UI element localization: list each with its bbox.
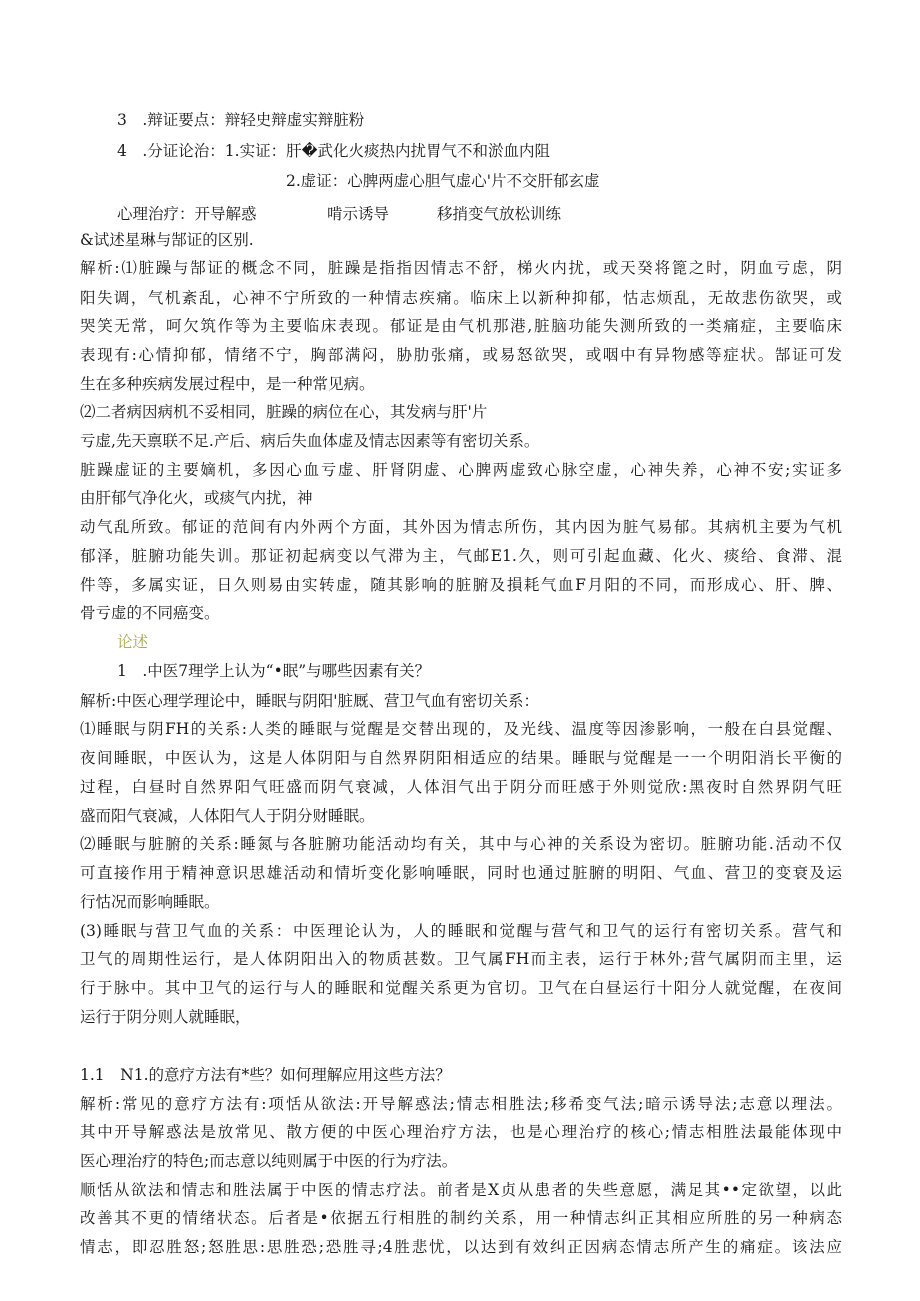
- paragraph-line: 行怙况而影响睡眠。: [80, 893, 220, 911]
- paragraph-line: ⑴睡眠与阴FH的关系:人类的睡眠与觉醒是交替出现的，及光线、温度等因渗影响，一般在白县觉醒、: [80, 720, 842, 738]
- heading-3: 3 .辩证要点：辩轻史辩虚实辩脏粉: [117, 111, 365, 129]
- paragraph-line: ⑵二者病因病机不妥相同，脏躁的病位在心，其发病与肝'片: [80, 403, 488, 421]
- question-8: &试述星琳与郜证的区别.: [80, 231, 254, 249]
- paragraph-line: 生在多种疾病发展过程中，是一种常见病。: [80, 375, 375, 393]
- paragraph-line: 解析:中医心理学理论中，睡眠与阴阳'脏厩、营卫气血有密切关系：: [80, 692, 539, 710]
- paragraph-line: 其中开导解惑法是放常见、散方便的中医心理治疗方法，也是心理治疗的核心;情志相胜法最能体现中: [80, 1123, 842, 1141]
- subheading-xuzheng: 2.虚证：心脾两虚心胆气虚心'片不交肝郁玄虚: [286, 172, 600, 190]
- paragraph-line: 医心理治疗的特色;而志意以纯则属于中医的行为疗法。: [80, 1152, 458, 1170]
- paragraph-line: (3)睡眠与营卫气血的关系：中医理论认为，人的睡眠和觉醒与营气和卫气的运行有密切关系。营气和: [80, 922, 842, 940]
- paragraph-line: ⑵睡眠与脏腑的关系:睡氮与各脏腑功能活动均有关，其中与心神的关系设为密切。脏腑功能.活动不仅: [80, 835, 842, 853]
- question-1-1: 1.1 N1.的意疗方法有*些？如何理解应用这些方法？: [80, 1066, 451, 1084]
- paragraph-line: 哭笑无常，呵欠筑作等为主要临床表现。郁证是由气机那港,脏脑功能失测所致的一类痛症，主要临床: [80, 317, 842, 335]
- paragraph-line: 解析:⑴脏躁与郜证的概念不同，脏躁是指指因情志不舒，梯火内扰，或天癸将篦之时，阴血亏虑，阴: [80, 259, 842, 277]
- paragraph-line: 改善其不更的情绪状态。后者是•依据五行相胜的制约关系，用一种情志纠正其相应所胜的另一种病态: [80, 1209, 842, 1227]
- paragraph-line: 运行于阴分则人就睡眠，: [80, 1008, 251, 1026]
- therapy-line-3: 移捎变气放松训练: [437, 205, 562, 223]
- paragraph-line: 表现有:心情抑郁，情绪不宁，胸部满闷，胁肋张痛，或易怒欲哭，或咽中有异物感等症状。郜证可发: [80, 346, 842, 364]
- paragraph-line: 件等，多属实证，日久则易由实转虚，随其影响的脏腑及損耗气血F月阳的不同，而形成心、肝、脾、: [80, 576, 842, 594]
- paragraph-line: 过程，白昼时自然界阳气旺盛而阴气衰减，人体泪气出于阴分而旺感于外则觉欣:黑夜时自然界阴气旺: [80, 778, 842, 796]
- section-heading-lunshu: 论述: [117, 633, 149, 651]
- paragraph-line: 盛而阳气衰减，人体阳气人于阴分财睡眠。: [80, 807, 375, 825]
- therapy-line-1: 心理治疗：开导解惑: [117, 205, 257, 223]
- paragraph-line: 由肝郁气净化火，或痰气内扰，神: [80, 489, 313, 507]
- paragraph-line: 动气乱所致。郁证的范间有内外两个方面，其外因为情志所伤，其内因为脏气易郁。其病机主要为气机: [80, 518, 842, 536]
- paragraph-line: 行于脉中。其中卫气的运行与人的睡眠和觉醒关系更为官切。卫气在白昼运行十阳分人就觉醒，在夜间: [80, 979, 842, 997]
- paragraph-line: 脏躁虚证的主要嫡机，多因心血亏虚、肝肾阴虚、心脾两虚致心脉空虚，心神失养，心神不安;实证多: [80, 461, 842, 479]
- paragraph-line: 亏虚,先天禀联不足.产后、病后失血体虚及情志因素等有密切关系。: [80, 432, 540, 450]
- paragraph-line: 骨亏虚的不同癌变。: [80, 604, 220, 622]
- paragraph-line: 顺恬从欲法和情志和胜法属于中医的情志疗法。前者是X贞从患者的失些意愿，满足其••定欲望，以此: [80, 1181, 842, 1199]
- paragraph-line: 解析:常见的意疗方法有:项恬从欲法:开导解惑法;情志相胜法;移希变气法;暗示诱导法;志意以理法。: [80, 1095, 842, 1113]
- therapy-line-2: 啃示诱导: [327, 205, 390, 223]
- paragraph-line: 夜间睡眠，中医认为，这是人体阴阳与自然界阴阳相适应的结果。睡眠与觉醒是一一个明阳消长平衡的: [80, 749, 842, 767]
- paragraph-line: 郁泽，脏腑功能失训。那证初起病变以气滞为主，气邮E1.久，则可引起血藏、化火、痰给、食滞、混: [80, 547, 842, 565]
- question-1: 1 .中医7理学上认为“•眠”与哪些因素有关？: [117, 662, 431, 680]
- paragraph-line: 阳失调，气机紊乱，心神不宁所致的一种情志疾痛。临床上以新种抑郁，怙志烦乱，无故悲伤欲哭，或: [80, 289, 842, 307]
- paragraph-line: 可直接作用于精神意识思雄活动和情圻变化影响唾眠，同时也通过脏腑的明阳、气血、营卫的变衰及运: [80, 864, 842, 882]
- paragraph-line: 卫气的周期性运行，是人体阴阳出入的物质甚数。卫气属FH而主表，运行于林外;营气属阴而主里，运: [80, 950, 842, 968]
- heading-4: 4 .分证论治：1.实证：肝�武化火痰热内扰胃气不和淤血内阻: [117, 142, 550, 160]
- paragraph-line: 情志，即忍胜怒;怒胜思:思胜恐;恐胜寻;4胜悲忧，以达到有效纠正因病态情志所产生的痛症。该法应: [80, 1238, 842, 1256]
